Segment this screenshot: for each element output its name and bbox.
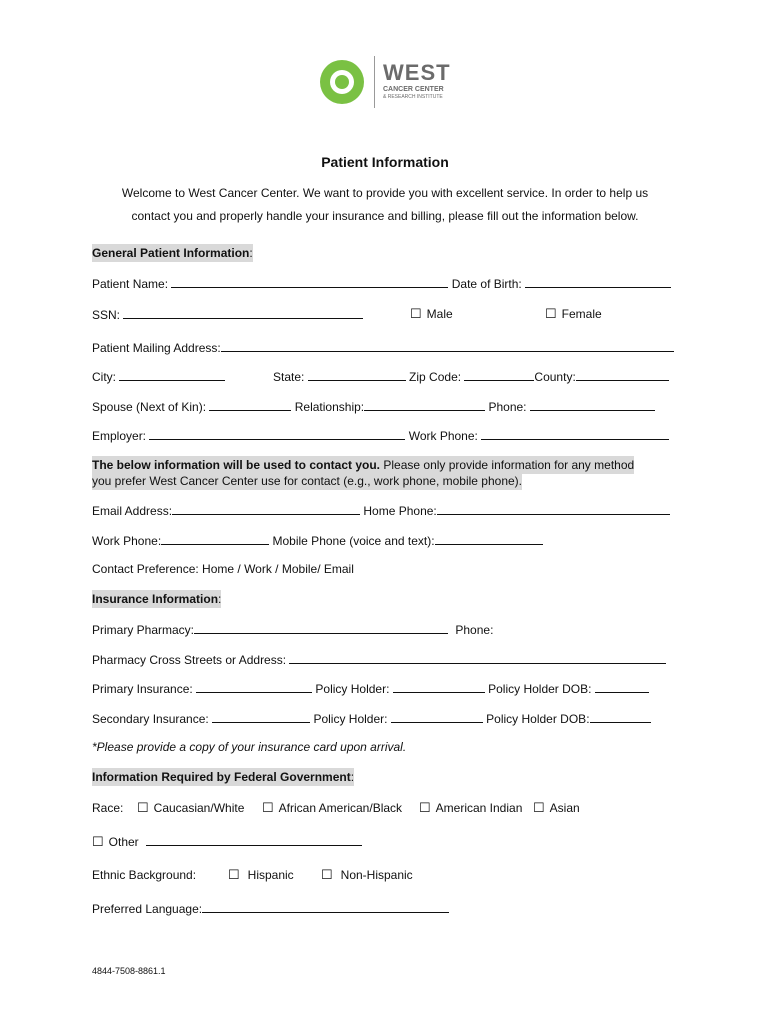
race-label: Race:: [92, 801, 124, 815]
checkbox-icon[interactable]: ☐: [228, 867, 240, 882]
general-heading-text: General Patient Information: [92, 246, 250, 260]
ethnic-option-non-hispanic[interactable]: [321, 868, 413, 882]
logo-divider: [374, 56, 375, 108]
checkbox-icon[interactable]: ☐: [262, 800, 274, 815]
mailing-address-field[interactable]: [221, 340, 674, 352]
race-option-caucasian[interactable]: [137, 801, 244, 815]
patient-name-field[interactable]: [171, 276, 448, 288]
dob-label: Date of Birth:: [451, 277, 522, 291]
ethnic-option-label: Hispanic: [247, 868, 294, 882]
intro-line-1: Welcome to West Cancer Center. We want to provide you with excellent service. In order to help us: [121, 186, 649, 200]
pharmacy-label: Primary Pharmacy:: [92, 623, 195, 637]
insurance-heading-text: Insurance Information: [92, 592, 219, 606]
race-option-label: Asian: [549, 801, 580, 815]
federal-heading-text: Information Required by Federal Government: [92, 770, 351, 784]
checkbox-icon[interactable]: ☐: [419, 800, 431, 815]
race-option-label: Caucasian/White: [153, 801, 245, 815]
phone-field[interactable]: [530, 399, 655, 411]
ssn-row: [92, 307, 363, 322]
email-field[interactable]: [172, 503, 360, 515]
secondary-policy-holder-field[interactable]: [391, 711, 483, 723]
zip-label: Zip Code:: [409, 370, 462, 384]
pharmacy-address-row: [92, 652, 666, 667]
checkbox-icon[interactable]: ☐: [137, 800, 149, 815]
city-label: City:: [92, 370, 116, 384]
ethnic-option-label: Non-Hispanic: [340, 868, 413, 882]
policy-holder-dob-label: Policy Holder DOB:: [488, 682, 592, 696]
contact-heading-bold: The below information will be used to contact you.: [92, 458, 381, 472]
work-phone-label: Work Phone:: [408, 429, 478, 443]
city-row: [92, 369, 225, 384]
ssn-label: SSN:: [92, 308, 121, 322]
female-label: Female: [561, 307, 602, 321]
race-option-label: American Indian: [435, 801, 523, 815]
logo-subtitle: CANCER CENTER: [383, 86, 444, 93]
logo-subtitle-2: & RESEARCH INSTITUTE: [383, 94, 443, 100]
primary-insurance-field[interactable]: [196, 681, 312, 693]
checkbox-icon[interactable]: ☐: [533, 800, 545, 815]
race-option-african-american[interactable]: [262, 801, 402, 815]
home-phone-label: Home Phone:: [363, 504, 437, 518]
page-title: Patient Information: [321, 154, 449, 170]
dob-field[interactable]: [525, 276, 671, 288]
email-label: Email Address:: [92, 504, 173, 518]
state-field[interactable]: [308, 369, 406, 381]
document-code: 4844-7508-8861.1: [92, 966, 166, 976]
pharmacy-field[interactable]: [194, 622, 448, 634]
general-heading-colon: :: [249, 246, 253, 260]
male-option[interactable]: [410, 307, 453, 321]
spouse-label: Spouse (Next of Kin):: [92, 400, 207, 414]
secondary-policy-holder-dob-field[interactable]: [590, 711, 651, 723]
zip-field[interactable]: [464, 369, 534, 381]
insurance-section-heading: [92, 592, 221, 606]
secondary-insurance-label: Secondary Insurance:: [92, 712, 209, 726]
policy-holder-field[interactable]: [393, 681, 485, 693]
language-field[interactable]: [202, 901, 449, 913]
ethnic-label: Ethnic Background:: [92, 868, 197, 882]
secondary-insurance-row: [92, 711, 651, 726]
mobile-phone-label: Mobile Phone (voice and text):: [272, 534, 435, 548]
contact-preference: Contact Preference: Home / Work / Mobile/ Email: [92, 562, 354, 576]
pharmacy-phone-label: Phone:: [455, 623, 494, 637]
secondary-policy-holder-dob-label: Policy Holder DOB:: [486, 712, 590, 726]
contact-heading-line-2: [92, 474, 522, 488]
male-label: Male: [426, 307, 453, 321]
logo-mark-icon: [320, 60, 364, 104]
secondary-policy-holder-label: Policy Holder:: [313, 712, 388, 726]
contact-work-phone-label: Work Phone:: [92, 534, 162, 548]
checkbox-icon[interactable]: ☐: [545, 306, 557, 321]
relationship-label: Relationship:: [294, 400, 365, 414]
race-option-label: African American/Black: [278, 801, 403, 815]
intro-line-2: contact you and properly handle your insurance and billing, please fill out the information below.: [131, 209, 639, 223]
insurance-heading-colon: :: [218, 592, 222, 606]
work-phone-field[interactable]: [481, 428, 669, 440]
primary-insurance-row: [92, 681, 649, 696]
logo-name: WEST: [383, 60, 451, 85]
relationship-field[interactable]: [364, 399, 485, 411]
contact-section-heading: [92, 458, 634, 472]
ethnic-option-hispanic[interactable]: [228, 868, 294, 882]
federal-heading-colon: :: [350, 770, 355, 784]
policy-holder-label: Policy Holder:: [315, 682, 390, 696]
checkbox-icon[interactable]: ☐: [92, 834, 104, 849]
email-row: [92, 503, 670, 518]
state-zip-row: [273, 369, 669, 384]
mailing-address-label: Patient Mailing Address:: [92, 341, 221, 355]
general-section-heading: [92, 246, 253, 260]
other-label: Other: [108, 835, 139, 849]
pharmacy-row: [92, 622, 493, 637]
policy-holder-dob-field[interactable]: [595, 681, 649, 693]
race-option-asian[interactable]: [533, 801, 580, 815]
patient-name-row: [92, 276, 671, 291]
state-label: State:: [273, 370, 305, 384]
city-field[interactable]: [119, 369, 225, 381]
language-row: [92, 901, 449, 916]
pharmacy-address-label: Pharmacy Cross Streets or Address:: [92, 653, 287, 667]
contact-work-phone-field[interactable]: [161, 533, 269, 545]
employer-field[interactable]: [149, 428, 405, 440]
employer-label: Employer:: [92, 429, 147, 443]
pharmacy-address-field[interactable]: [289, 652, 666, 664]
checkbox-icon[interactable]: ☐: [321, 867, 333, 882]
patient-name-label: Patient Name:: [92, 277, 169, 291]
ssn-field[interactable]: [123, 307, 363, 319]
spouse-row: [92, 399, 655, 414]
primary-insurance-label: Primary Insurance:: [92, 682, 193, 696]
checkbox-icon[interactable]: ☐: [410, 306, 422, 321]
phone-label: Phone:: [488, 400, 527, 414]
spouse-field[interactable]: [209, 399, 291, 411]
employer-row: [92, 428, 669, 443]
race-option-american-indian[interactable]: [419, 801, 522, 815]
other-race-field[interactable]: [146, 834, 362, 846]
home-phone-field[interactable]: [437, 503, 670, 515]
mobile-phone-field[interactable]: [435, 533, 543, 545]
county-label: County:: [534, 370, 576, 384]
language-label: Preferred Language:: [92, 902, 203, 916]
contact-heading-line-2-text: you prefer West Cancer Center use for contact (e.g., work phone, mobile phone).: [92, 474, 522, 488]
mailing-address-row: [92, 340, 674, 355]
contact-heading-rest: Please only provide information for any method: [380, 458, 635, 472]
work-mobile-row: [92, 533, 543, 548]
insurance-card-note: *Please provide a copy of your insurance card upon arrival.: [92, 740, 407, 754]
race-option-other[interactable]: [92, 834, 362, 849]
female-option[interactable]: [545, 307, 602, 321]
federal-section-heading: [92, 770, 354, 784]
secondary-insurance-field[interactable]: [212, 711, 310, 723]
county-field[interactable]: [576, 369, 669, 381]
